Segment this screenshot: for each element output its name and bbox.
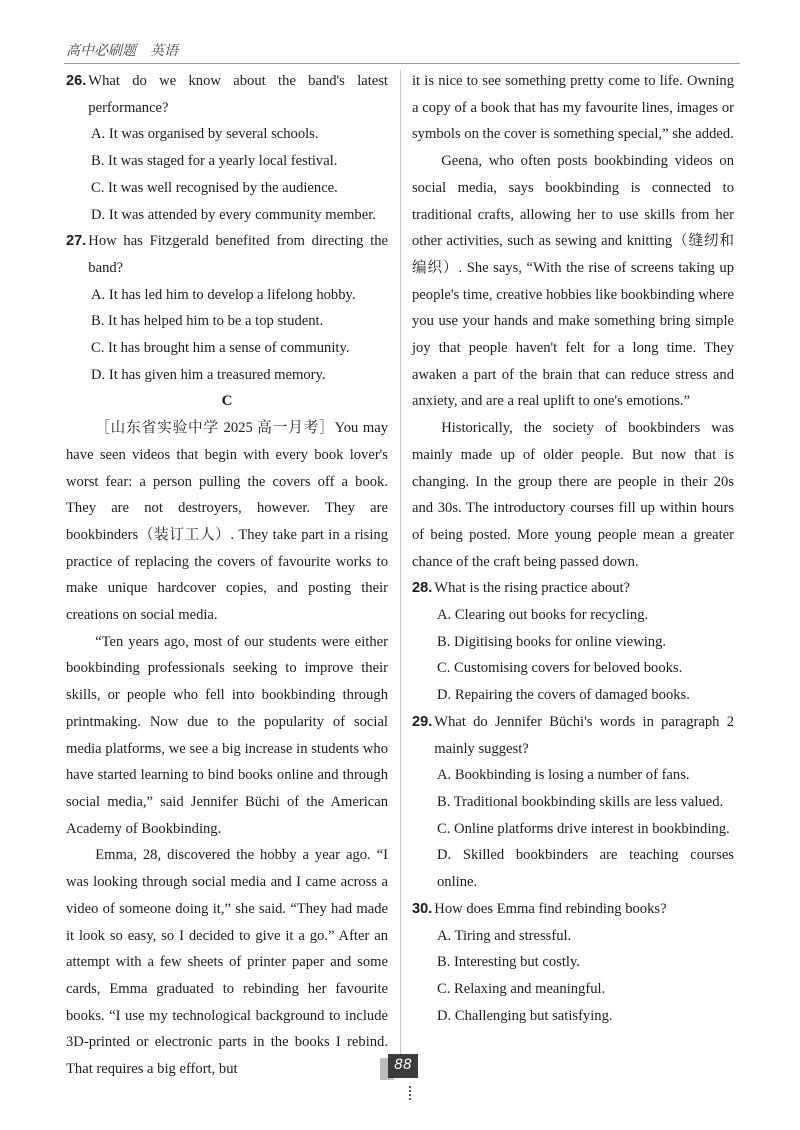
option-c: C. It has brought him a sense of community.	[91, 340, 350, 357]
page-number: 88	[394, 1057, 412, 1073]
question-26	[66, 68, 388, 121]
question-text: How does Emma find rebinding books?	[434, 900, 667, 917]
section-label: C	[221, 393, 233, 410]
option-c: C. It was well recognised by the audience.	[91, 179, 338, 196]
option-a: A. Bookbinding is losing a number of fans.	[437, 767, 690, 784]
question-28	[412, 575, 734, 602]
question-text: What do Jennifer Büchi's words in paragraph 2 mainly suggest?	[434, 713, 734, 757]
passage-paragraph: it is nice to see something pretty come to life. Owning a copy of a book that has my favourite lines, images or symbols on the cover is something special,” she added.	[412, 73, 734, 143]
page-dots	[409, 1086, 411, 1100]
question-29	[412, 709, 734, 762]
option-b: B. Traditional bookbinding skills are less valued.	[437, 793, 724, 810]
question-number: 29.	[412, 713, 433, 730]
option-a: A. It has led him to develop a lifelong hobby.	[91, 286, 356, 303]
column-divider	[400, 70, 401, 1070]
question-text: What do we know about the band's latest performance?	[88, 73, 388, 116]
left-column	[66, 68, 388, 1083]
passage-paragraph: Emma, 28, discovered the hobby a year ago. “I was looking through social media and I came across a video of someone doing it,” she said. “They had made it look so easy, so I decided to give it a go.” After an attempt with a few sheets of printer paper and some cards, Emma graduated to rebinding her favourite books. “I use my technological background to include 3D-printed or electronic parts in the books I rebind. That requires a big effort, but	[66, 847, 388, 1078]
passage-paragraph: Historically, the society of bookbinders was mainly made up of older people. But now that is changing. In the group there are people in their 20s and 30s. The introductory courses fill up within hours of being posted. More young people mean a greater chance of the craft being passed down.	[412, 420, 734, 570]
option-d: D. It has given him a treasured memory.	[91, 366, 326, 383]
right-column	[412, 68, 734, 1029]
question-text: What is the rising practice about?	[434, 580, 631, 597]
page-number-badge	[380, 1054, 420, 1082]
option-b: B. Interesting but costly.	[437, 954, 580, 971]
option-d: D. It was attended by every community member.	[91, 206, 376, 223]
option-b: B. It has helped him to be a top student.	[91, 313, 324, 330]
option-a: A. Tiring and stressful.	[437, 927, 572, 944]
option-b: B. It was staged for a yearly local festival.	[91, 153, 338, 170]
option-d: D. Challenging but satisfying.	[437, 1007, 613, 1024]
passage-paragraph: Geena, who often posts bookbinding videos on social media, says bookbinding is connected to traditional crafts, allowing her to use skills from her other activities, such as sewing and knitting（缝纫和编织）. She says, “With the rise of screens taking up people's time, creative hobbies like bookbinding where you use your hands and make something bring simple joy that people haven't felt for a long time. They awaken a part of the brain that can reduce stress and anxiety, and are a real uplift to one's emotions.”	[412, 153, 734, 410]
option-b: B. Digitising books for online viewing.	[437, 633, 667, 650]
option-d: D. Repairing the covers of damaged books.	[437, 687, 690, 704]
question-number: 30.	[412, 900, 433, 917]
option-c: C. Online platforms drive interest in bookbinding.	[437, 820, 730, 837]
running-header: 高中必刷题 英语	[66, 43, 178, 59]
option-c: C. Customising covers for beloved books.	[437, 660, 683, 677]
question-number: 26.	[66, 73, 87, 89]
passage-paragraph: “Ten years ago, most of our students were either bookbinding professionals seeking to improve their skills, or people who fell into bookbinding through printmaking. Now due to the popularity of social media platforms, we see a big increase in students who have started learning to bind books online and through social media,” said Jennifer Büchi of the American Academy of Bookbinding.	[66, 633, 388, 837]
option-d: D. Skilled bookbinders are teaching courses online.	[437, 847, 734, 891]
question-text: How has Fitzgerald benefited from directing the band?	[88, 233, 388, 276]
question-27	[66, 228, 388, 281]
question-number: 28.	[412, 580, 433, 597]
option-c: C. Relaxing and meaningful.	[437, 980, 606, 997]
header-rule	[64, 63, 740, 64]
option-a: A. Clearing out books for recycling.	[437, 607, 649, 624]
option-a: A. It was organised by several schools.	[91, 126, 319, 143]
question-number: 27.	[66, 233, 87, 250]
question-30	[412, 896, 734, 923]
passage-paragraph: ［山东省实验中学 2025 高一月考］You may have seen videos that begin with every book lover's worst fear: a person pulling the covers off a book. They are not destroyers, however. They are bookbinders（装订工人）. They take part in a rising practice of replacing the covers of favourite works to make unique hardcover copies, and posting their creations on social media.	[66, 420, 388, 624]
